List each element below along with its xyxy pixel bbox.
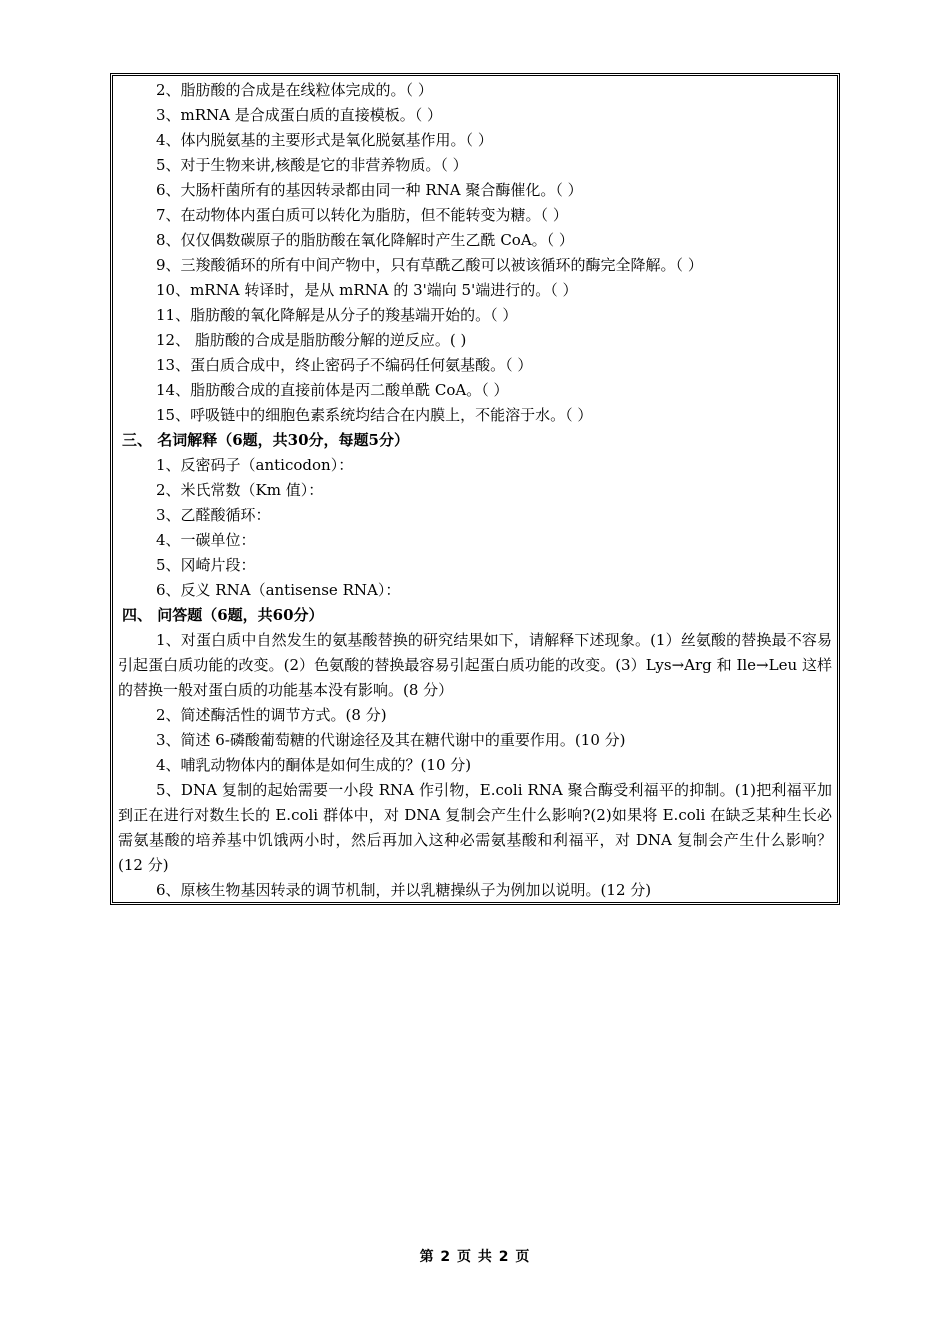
tf-question: 5、对于生物来讲,核酸是它的非营养物质。（ ）	[156, 156, 468, 174]
tf-question: 14、脂肪酸合成的直接前体是丙二酸单酰 CoA。（ ）	[156, 381, 509, 399]
term-item: 1、反密码子（anticodon）：	[156, 456, 354, 474]
tf-question: 7、在动物体内蛋白质可以转化为脂肪，但不能转变为糖。（ ）	[156, 206, 568, 224]
essay-question-6: 6、原核生物基因转录的调节机制，并以乳糖操纵子为例加以说明。(12 分)	[156, 881, 652, 899]
essay-question-2: 2、简述酶活性的调节方式。(8 分)	[156, 706, 387, 724]
section-4-heading: 四、 问答题（6题，共60分）	[122, 606, 324, 624]
tf-question: 8、仅仅偶数碳原子的脂肪酸在氧化降解时产生乙酰 CoA。（ ）	[156, 231, 574, 249]
tf-question: 13、蛋白质合成中，终止密码子不编码任何氨基酸。（ ）	[156, 356, 533, 374]
term-item: 5、冈崎片段：	[156, 556, 256, 574]
tf-question: 4、体内脱氨基的主要形式是氧化脱氨基作用。（ ）	[156, 131, 493, 149]
term-item: 2、米氏常数（Km 值）：	[156, 481, 324, 499]
tf-question: 9、三羧酸循环的所有中间产物中，只有草酰乙酸可以被该循环的酶完全降解。（ ）	[156, 256, 703, 274]
tf-question: 2、脂肪酸的合成是在线粒体完成的。（ ）	[156, 81, 433, 99]
essay-question-3: 3、简述 6-磷酸葡萄糖的代谢途径及其在糖代谢中的重要作用。(10 分)	[156, 731, 626, 749]
tf-question: 3、mRNA 是合成蛋白质的直接模板。（ ）	[156, 106, 443, 124]
exam-content	[118, 78, 832, 903]
term-item: 4、一碳单位：	[156, 531, 256, 549]
essay-question-1: 1、对蛋白质中自然发生的氨基酸替换的研究结果如下，请解释下述现象。(1）丝氨酸的替换最不容易引起蛋白质功能的改变。(2）色氨酸的替换最容易引起蛋白质功能的改变。(3）Lys→Arg 和 Ile→Leu 这样的替换一般对蛋白质的功能基本没有影响。(8 分）	[118, 631, 832, 699]
tf-question: 10、mRNA 转译时，是从 mRNA 的 3'端向 5'端进行的。（ ）	[156, 281, 578, 299]
tf-question: 6、大肠杆菌所有的基因转录都由同一种 RNA 聚合酶催化。（ ）	[156, 181, 583, 199]
essay-question-5: 5、DNA 复制的起始需要一小段 RNA 作引物，E.coli RNA 聚合酶受利福平的抑制。(1)把利福平加到正在进行对数生长的 E.coli 群体中，对 DNA 复制会产生什么影响?(2)如果将 E.coli 在缺乏某种生长必需氨基酸的培养基中饥饿两小时，然后再加入这种必需氨基酸和利福平，对 DNA 复制会产生什么影响？ (12 分)	[118, 781, 832, 874]
page-footer: 第 2 页 共 2 页	[419, 1249, 531, 1265]
section-3-heading: 三、 名词解释（6题，共30分，每题5分）	[122, 431, 409, 449]
term-item: 3、乙醛酸循环：	[156, 506, 271, 524]
tf-question: 12、 脂肪酸的合成是脂肪酸分解的逆反应。( )	[156, 331, 467, 349]
term-item: 6、反义 RNA（antisense RNA）：	[156, 581, 401, 599]
tf-question: 15、呼吸链中的细胞色素系统均结合在内膜上，不能溶于水。（ ）	[156, 406, 593, 424]
tf-question: 11、脂肪酸的氧化降解是从分子的羧基端开始的。（ ）	[156, 306, 518, 324]
essay-question-4: 4、哺乳动物体内的酮体是如何生成的？(10 分)	[156, 756, 472, 774]
